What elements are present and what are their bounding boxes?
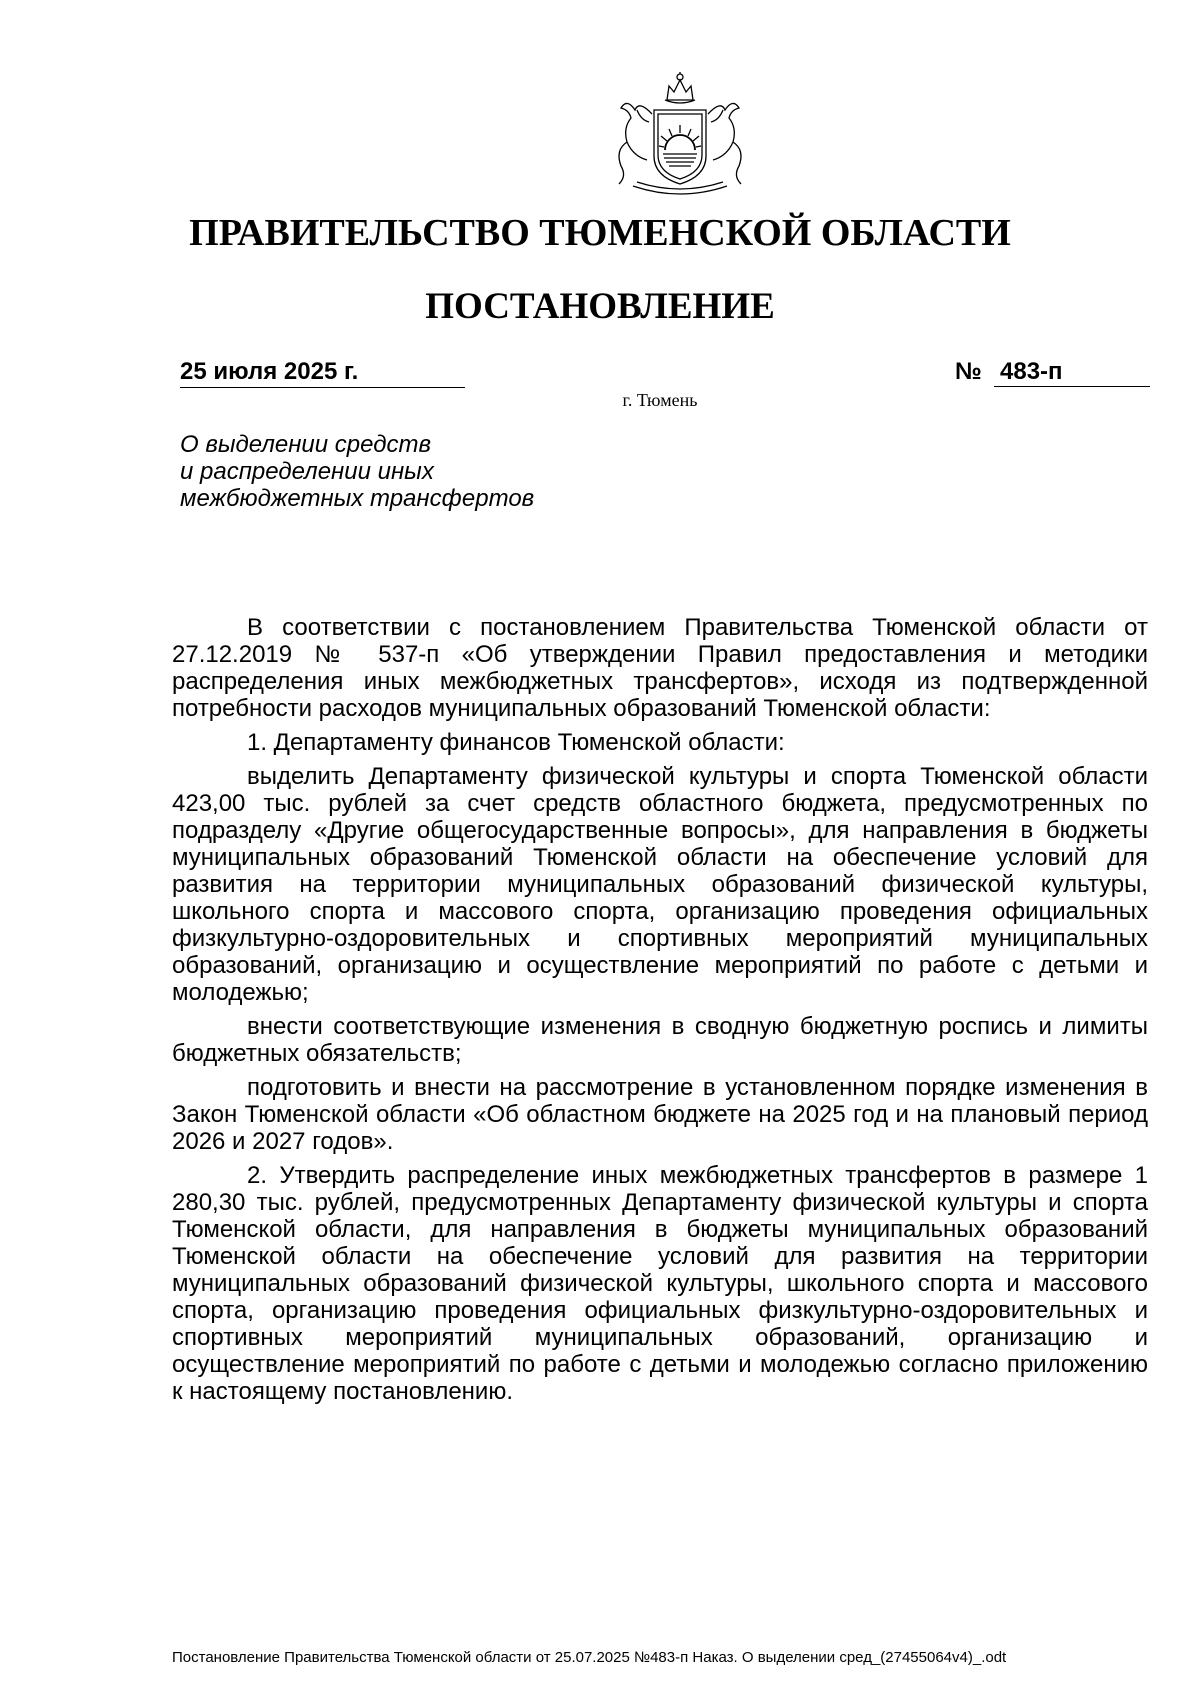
document-number: 483-п — [994, 357, 1150, 387]
body-paragraph: внести соответствующие изменения в сводную бюджетную роспись и лимиты бюджетных обязательств; — [172, 1013, 1148, 1067]
document-type-heading: ПОСТАНОВЛЕНИЕ — [425, 286, 775, 327]
document-body — [172, 614, 1148, 1412]
document-subject — [180, 431, 700, 512]
body-paragraph: В соответствии с постановлением Правительства Тюменской области от 27.12.2019 № 537-п «Об утверждении Правил предоставления и методики распределения иных межбюджетных трансфертов», исходя из подтвержденной потребности расходов муниципальных образований Тюменской области: — [172, 614, 1148, 722]
body-paragraph: подготовить и внести на рассмотрение в установленном порядке изменения в Закон Тюменской области «Об областном бюджете на 2025 год и на плановый период 2026 и 2027 годов». — [172, 1074, 1148, 1155]
body-paragraph: 2. Утвердить распределение иных межбюджетных трансфертов в размере 1 280,30 тыс. рублей, предусмотренных Департаменту физической культуры и спорта Тюменской области, для направления в бюджеты муниципальных образований Тюменской области на обеспечение условий для развития на территории муниципальных образований физической культуры, школьного спорта и массового спорта, организацию проведения официальных физкультурно-оздоровительных и спортивных мероприятий муниципальных образований, организацию и осуществление мероприятий по работе с детьми и молодежью согласно приложению к настоящему постановлению. — [172, 1162, 1148, 1405]
page-footer: Постановление Правительства Тюменской области от 25.07.2025 №483-п Наказ. О выделении сред_(27455064v4)_.odt — [172, 1649, 1007, 1666]
subject-line: О выделении средств — [180, 431, 432, 458]
subject-line: межбюджетных трансфертов — [180, 485, 535, 512]
body-paragraph: выделить Департаменту физической культуры и спорта Тюменской области 423,00 тыс. рублей за счет средств областного бюджета, предусмотренных по подразделу «Другие общегосударственные вопросы», для направления в бюджеты муниципальных образований Тюменской области на обеспечение условий для развития на территории муниципальных образований физической культуры, школьного спорта и массового спорта, организацию проведения официальных физкультурно-оздоровительных и спортивных мероприятий муниципальных образований, организацию и осуществление мероприятий по работе с детьми и молодежью; — [172, 763, 1148, 1006]
document-date: 25 июля 2025 г. — [180, 358, 359, 385]
subject-line: и распределении иных — [180, 458, 434, 485]
body-paragraph: 1. Департаменту финансов Тюменской области: — [247, 729, 785, 756]
government-title: ПРАВИТЕЛЬСТВО ТЮМЕНСКОЙ ОБЛАСТИ — [189, 212, 1011, 254]
number-label: № — [955, 358, 982, 385]
city-label: г. Тюмень — [622, 390, 698, 410]
document-date-field — [180, 357, 465, 388]
coat-of-arms-icon — [597, 70, 763, 202]
